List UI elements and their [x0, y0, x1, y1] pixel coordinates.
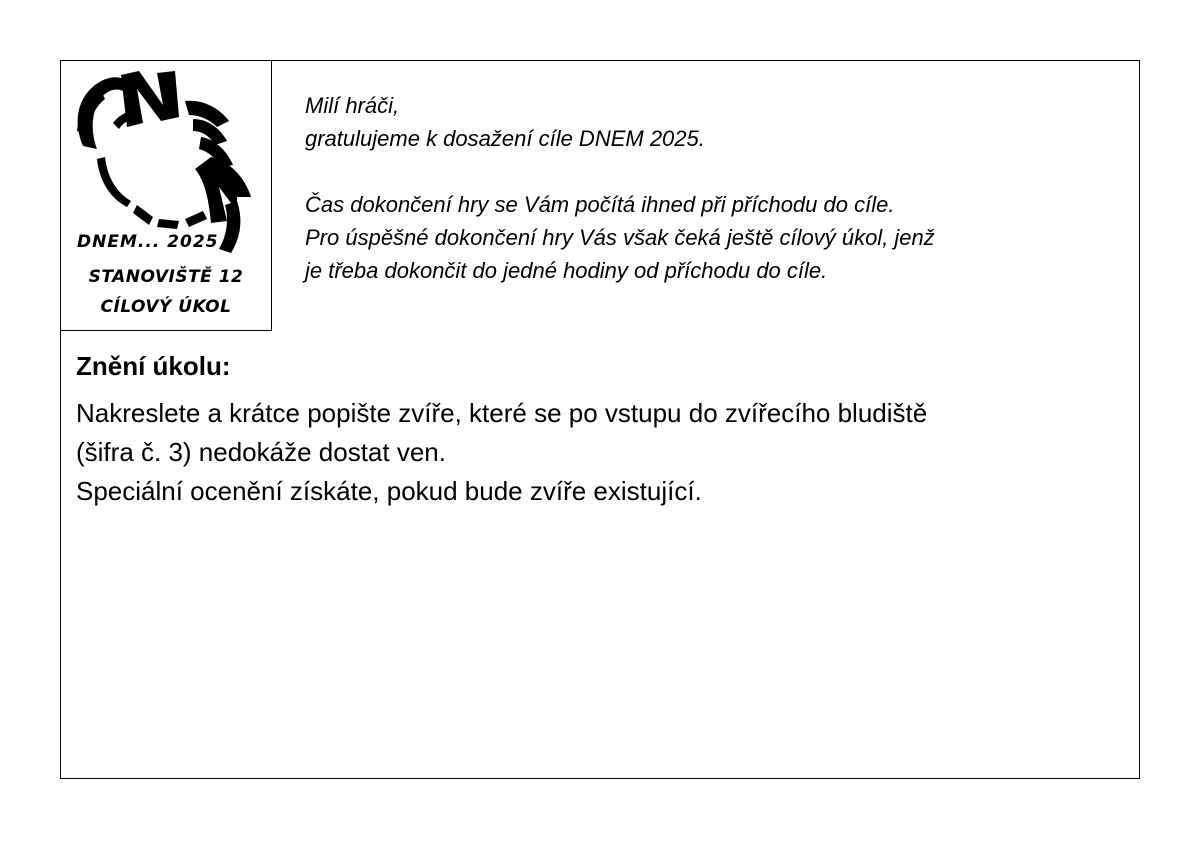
task-line-1: Nakreslete a krátce popište zvíře, které se po vstupu do zvířecího bludiště [76, 398, 928, 428]
task-line-3: Speciální ocenění získáte, pokud bude zvíře existující. [76, 476, 702, 506]
task-description [76, 394, 1136, 511]
greeting-deadline: je třeba dokončit do jedné hodiny od příchodu do cíle. [305, 258, 828, 283]
task-line-2: (šifra č. 3) nedokáže dostat ven. [76, 437, 446, 467]
greeting-congrats: gratulujeme k dosažení cíle DNEM 2025. [305, 126, 705, 151]
greeting-text [305, 89, 1125, 287]
task-heading: Znění úkolu: [76, 351, 231, 381]
logo-event-name: DNEM... 2025 [77, 232, 219, 252]
greeting-final-task: Pro úspěšné dokončení hry Vás však čeká ještě cílový úkol, jenž [305, 225, 935, 250]
dnem-swirl-logo-icon [61, 61, 271, 261]
logo-station: STANOVIŠTĚ 12 [88, 267, 244, 287]
logo-box [60, 60, 272, 331]
logo-task-label: CÍLOVÝ ÚKOL [100, 297, 232, 317]
greeting-salutation: Milí hráči, [305, 93, 400, 118]
greeting-timing: Čas dokončení hry se Vám počítá ihned při příchodu do cíle. [305, 192, 895, 217]
